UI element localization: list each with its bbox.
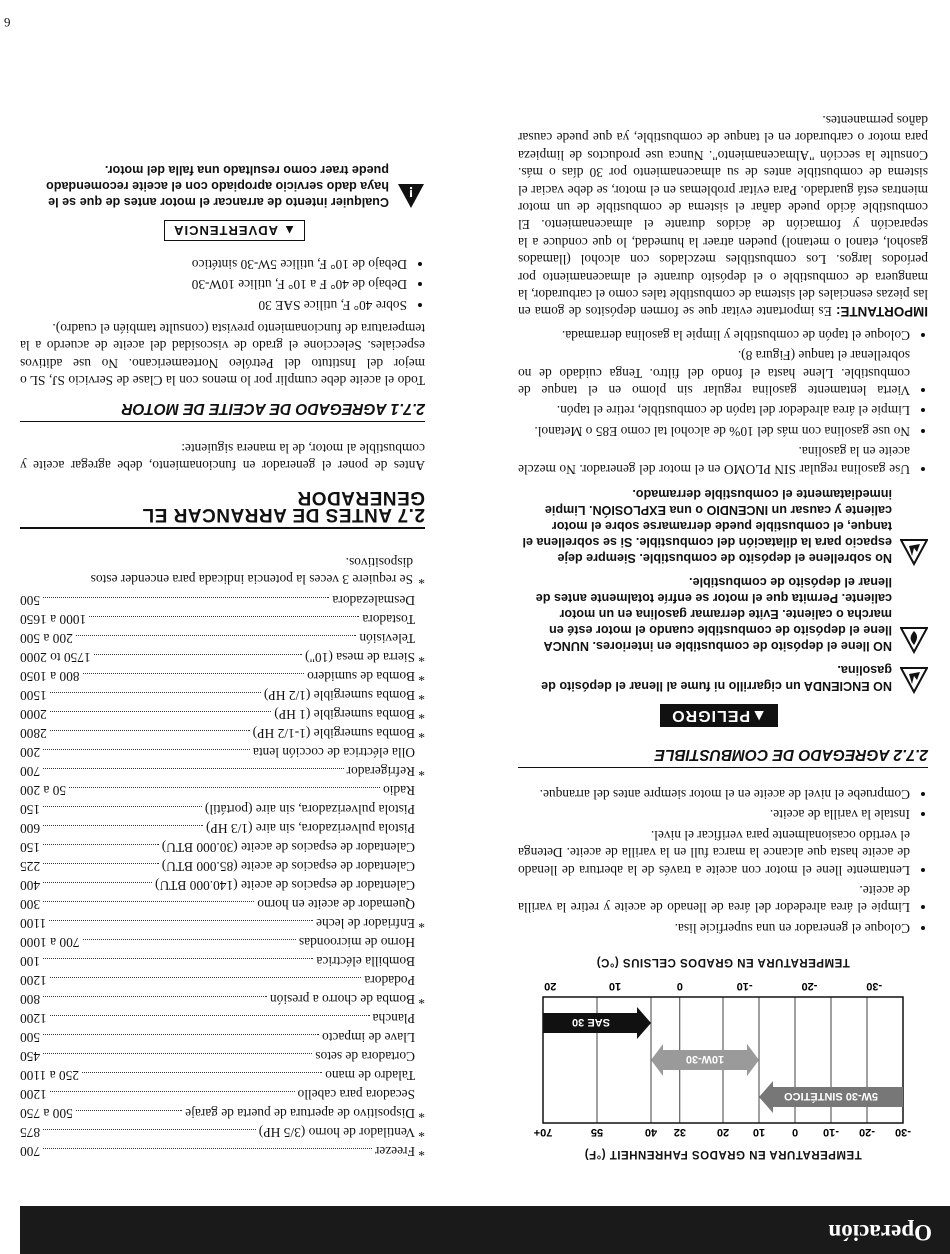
- fuel-steps-list: [518, 326, 928, 477]
- leader-dots: [43, 768, 344, 769]
- tick-label-f: 32: [673, 1125, 686, 1138]
- danger-label: ▲PELIGRO: [660, 704, 778, 727]
- leader-dots: [43, 806, 202, 807]
- leader-dots: [43, 863, 159, 864]
- table-row: [20, 839, 425, 858]
- section-title: Operación: [828, 1220, 932, 1245]
- table-row: [20, 782, 425, 801]
- table-row: [20, 1143, 425, 1162]
- heading-2-7-1: 2.7.1 AGREGADO DE ACEITE DE MOTOR: [20, 399, 425, 421]
- row-name: Calentador de espacios de aceite (140.000 BTU): [155, 878, 415, 894]
- row-name: Secadora para cabello: [297, 1087, 415, 1103]
- leader-dots: [43, 1034, 319, 1035]
- leader-dots: [50, 977, 362, 978]
- list-item: • Use gasolina regular SIN PLOMO en el motor del generador. No mezcle aceite en la gasolina.: [518, 443, 910, 478]
- danger-smoking: NO ENCIENDA un cigarrillo ni fume al llenar el depósito de gasolina.: [518, 662, 928, 694]
- row-val: 200: [20, 745, 41, 761]
- row-name: Enfriador de leche: [316, 916, 415, 932]
- tick-label-f: 40: [644, 1125, 658, 1138]
- row-star: *: [418, 650, 425, 666]
- leader-dots: [69, 787, 380, 788]
- tick-label-f: -10: [823, 1125, 839, 1138]
- table-row: [20, 801, 425, 820]
- row-name: Bomba sumergible (1 HP): [274, 707, 415, 723]
- tick-label-f: 20: [716, 1125, 730, 1138]
- row-name: Bomba sumergible (1-1/2 HP): [252, 726, 415, 742]
- table-row: [20, 858, 425, 877]
- leader-dots: [76, 635, 357, 636]
- table-row: [20, 972, 425, 991]
- row-star: *: [418, 764, 425, 780]
- leader-dots: [43, 958, 313, 959]
- row-val: 1200: [20, 1011, 47, 1027]
- leader-dots: [50, 692, 261, 693]
- leader-dots: [94, 654, 302, 655]
- row-val: 200 a 500: [20, 631, 73, 647]
- leader-dots: [43, 1148, 372, 1149]
- table-row: [20, 915, 425, 934]
- leader-dots: [43, 1053, 312, 1054]
- row-star: *: [418, 688, 425, 704]
- table-row: [20, 1010, 425, 1029]
- right-column: [20, 154, 425, 1162]
- heading-2-7-2: 2.7.2 AGREGADO DE COMBUSTIBLE: [518, 745, 928, 767]
- table-row: [20, 991, 425, 1010]
- explosion-icon: [900, 538, 928, 566]
- row-name: Dispositivo de apertura de puerta de garaje: [185, 1106, 415, 1122]
- row-val: 500: [20, 593, 41, 609]
- danger-indoors: NO llene el depósito de combustible en interiores. NUNCA llene el depósito de combustible cuando el motor esté en marcha o caliente. Evite derramar gasolina en un motor caliente. Permita que el motor se enfríe totalmente antes de llenar el depósito de combustible.: [518, 574, 928, 654]
- series-label: 10W-30: [685, 1052, 725, 1065]
- list-item: • Compruebe el nivel de aceite en el motor siempre antes del arranque.: [518, 786, 910, 803]
- table-row: [20, 820, 425, 839]
- row-name: Plancha: [372, 1011, 415, 1027]
- chart-bottom-title: TEMPERATURA EN GRADOS CELSIUS (°C): [596, 956, 850, 969]
- row-name: Tostadora: [362, 612, 415, 628]
- table-row: [20, 706, 425, 725]
- table-row: [20, 896, 425, 915]
- tick-label-c: -10: [736, 979, 753, 992]
- row-name: Calentador de espacios de aceite (30.000 BTU): [161, 840, 415, 856]
- fire-icon: [900, 626, 928, 654]
- row-val: 400: [20, 878, 41, 894]
- table-row: [20, 1048, 425, 1067]
- row-name: Refrigerador: [346, 764, 415, 780]
- row-val: 500 a 750: [20, 1106, 73, 1122]
- oil-grade-list: [20, 255, 425, 313]
- row-val: 1000 a 1650: [20, 612, 87, 628]
- list-item: • Debajo de 10° F, utilice 5W-30 sintético: [20, 255, 407, 272]
- row-val: 800 a 1050: [20, 669, 80, 685]
- row-name: Sierra de mesa (10"): [305, 650, 415, 666]
- table-row: [20, 668, 425, 687]
- tick-label-f: 0: [791, 1125, 799, 1138]
- tick-label-c: 0: [676, 979, 683, 992]
- table-row: [20, 953, 425, 972]
- explosion-icon: [900, 666, 928, 694]
- leader-dots: [43, 749, 250, 750]
- wattage-table: [20, 592, 425, 1162]
- important-paragraph: IMPORTANTE: Es importante evitar que se formen depósitos de goma en las piezas esenciales del sistema de combustible tales como el carburador, la manguera de combustible o el depósito durante el almacenamiento por períodos largos. Los combustibles mezclados con alcohol (llamados gasohol, etanol o metanol) pueden atraer la humedad, lo que conduce a la separación y formación de ácidos durante el almacenamiento. El combustible ácido puede dañar el sistema de combustible de un motor mientras está guardado. Para evitar problemas en el motor, se debe vaciar el sistema de combustible antes de su almacenamiento por 30 días o más. Consulte la sección "Almacenamiento". Nunca use productos de limpieza para motor o carburador en el tanque de combustible, ya que puede causar daños permanentes.: [518, 113, 928, 320]
- row-val: 600: [20, 821, 41, 837]
- leader-dots: [50, 1091, 295, 1092]
- row-name: Freezer: [374, 1144, 415, 1160]
- row-star: *: [418, 992, 425, 1008]
- leader-dots: [43, 597, 329, 598]
- series-label: SAE 30: [572, 1015, 610, 1028]
- tick-label-f: 55: [590, 1125, 604, 1138]
- row-name: Quemador de aceite en horno: [257, 897, 415, 913]
- list-item: • Lentamente llene el motor con aceite a través de la abertura de llenado de aceite hasta que alcance la marca full en la varilla de aceite. Detenga el vertido ocasionalmente para verificar el nivel.: [518, 826, 910, 878]
- tick-label-f: -20: [859, 1125, 875, 1138]
- row-val: 500: [20, 1030, 41, 1046]
- leader-dots: [83, 939, 296, 940]
- row-name: Televisión: [359, 631, 415, 647]
- table-row: [20, 763, 425, 782]
- row-name: Podadora: [364, 973, 415, 989]
- row-val: 1100: [20, 916, 47, 932]
- leader-dots: [49, 920, 313, 921]
- warning-label: ▲ ADVERTENCIA: [164, 220, 305, 241]
- row-star: *: [418, 1144, 425, 1160]
- warning-triangle-icon: [397, 182, 425, 210]
- tick-label-c: -30: [866, 979, 883, 992]
- page-number: 6: [4, 15, 11, 30]
- table-row: [20, 630, 425, 649]
- leader-dots: [43, 1129, 256, 1130]
- list-item: • Limpie el área alrededor del área de llenado de aceite y retire la varilla de aceite.: [518, 882, 910, 917]
- row-name: Llave de impacto: [322, 1030, 415, 1046]
- row-star: *: [418, 1125, 425, 1141]
- list-item: • Coloque el generador en una superficie lisa.: [518, 919, 910, 936]
- list-item: • Debajo de 40° F a 10° F, utilice 10W-30: [20, 276, 407, 293]
- row-val: 700: [20, 1144, 41, 1160]
- row-val: 2000: [20, 707, 47, 723]
- row-name: Bombilla eléctrica: [316, 954, 415, 970]
- row-name: Cortadora de setos: [315, 1049, 415, 1065]
- leader-dots: [43, 882, 152, 883]
- tick-label-c: 10: [608, 979, 622, 992]
- row-name: Olla eléctrica de cocción lenta: [252, 745, 415, 761]
- table-row: [20, 725, 425, 744]
- tick-label-f: 70+: [533, 1125, 553, 1138]
- leader-dots: [43, 996, 267, 997]
- row-val: 1200: [20, 1087, 47, 1103]
- row-val: 250 a 1100: [20, 1068, 80, 1084]
- leader-dots: [83, 673, 305, 674]
- table-row: [20, 1124, 425, 1143]
- row-val: 150: [20, 840, 41, 856]
- row-val: 800: [20, 992, 41, 1008]
- row-name: Radio: [383, 783, 415, 799]
- row-val: 1500: [20, 688, 47, 704]
- oil-paragraph: Todo el aceite debe cumplir por lo menos con la Clase de Servicio SJ, SL o mejor del Instituto del Petróleo Norteamericano. No use aditivos especiales. Seleccione el grado de viscosidad del aceite de acuerdo a la temperatura de funcionamiento prevista (consulte también el cuadro).: [20, 320, 425, 389]
- table-row: [20, 687, 425, 706]
- table-row: [20, 934, 425, 953]
- list-item: • Coloque el tapón de combustible y limpie la gasolina derramada.: [518, 326, 910, 343]
- row-name: Bomba de chorro a presión: [269, 992, 415, 1008]
- leader-dots: [89, 616, 359, 617]
- leader-dots: [50, 711, 272, 712]
- row-name: Bomba de sumidero: [307, 669, 415, 685]
- row-star: *: [418, 707, 425, 723]
- warning-block: ! Cualquier intento de arrancar el motor antes de que se le haya dado servicio apropiado con el aceite recomendado puede traer como resultado una falla del motor.: [20, 162, 425, 210]
- row-val: 700: [20, 764, 41, 780]
- row-name: Taladro de mano: [325, 1068, 415, 1084]
- row-val: 1200: [20, 973, 47, 989]
- row-val: 300: [20, 897, 41, 913]
- row-name: Ventilador de horno (3/5 HP): [258, 1125, 415, 1141]
- table-row: [20, 1067, 425, 1086]
- row-val: 50 a 200: [20, 783, 67, 799]
- leader-dots: [76, 1110, 182, 1111]
- row-star: *: [418, 726, 425, 742]
- table-row: [20, 649, 425, 668]
- row-val: 1750 to 2000: [20, 650, 91, 666]
- list-item: • Vierta lentamente gasolina regular sin plomo en el tanque de combustible. Llene hasta el fondo del filtro. Tenga cuidado de no sobrellenar el tanque (Figura 8).: [518, 347, 910, 399]
- row-val: 100: [20, 954, 41, 970]
- leader-dots: [82, 1072, 322, 1073]
- leader-dots: [43, 844, 159, 845]
- tick-label-f: 10: [752, 1125, 766, 1138]
- row-name: Horno de microondas: [298, 935, 415, 951]
- row-star: *: [418, 1106, 425, 1122]
- list-item: • No use gasolina con más del 10% de alcohol tal como E85 o Metanol.: [518, 423, 910, 440]
- row-name: Bomba sumergible (1/2 HP): [263, 688, 415, 704]
- row-val: 2800: [20, 726, 47, 742]
- leader-dots: [50, 1015, 370, 1016]
- row-val: 875: [20, 1125, 41, 1141]
- tick-label-c: -20: [801, 979, 818, 992]
- left-column: [518, 106, 928, 1162]
- oil-steps-list: [518, 786, 928, 937]
- leader-dots: [50, 730, 250, 731]
- table-row: [20, 877, 425, 896]
- row-name: Pistola pulverizadora, sin aire (1/3 HP): [206, 821, 415, 837]
- list-item: • Instale la varilla de aceite.: [518, 806, 910, 823]
- list-item: • Limpie el área alrededor del tapón de combustible, retire el tapón.: [518, 402, 910, 419]
- list-item: • Sobre 40° F, utilice SAE 30: [20, 296, 407, 313]
- row-name: Calentador de espacios de aceite (85.000 BTU): [161, 859, 415, 875]
- tick-label-f: -30: [895, 1125, 911, 1138]
- chart-top-title: TEMPERATURA EN GRADOS FAHRENHEIT (°F): [584, 1148, 862, 1160]
- danger-overfill: No sobrellene el depósito de combustible. Siempre deje espacio para la dilatación del combustible. Si se sobrellena el tanque, el combustible puede derramarse sobre el motor caliente y causar un INCENDIO o una EXPLOSIÓN. Limpie inmediatamente el combustible derramado.: [518, 486, 928, 566]
- table-row: [20, 1029, 425, 1048]
- row-val: 150: [20, 802, 41, 818]
- svg-text:!: !: [408, 182, 414, 200]
- row-val: 700 a 1000: [20, 935, 80, 951]
- row-star: *: [418, 669, 425, 685]
- intro-paragraph: Antes de poner el generador en funcionamiento, debe agregar aceite y combustible al motor, de la manera siguiente:: [20, 440, 425, 474]
- tick-label-c: 20: [544, 979, 557, 992]
- table-row: [20, 611, 425, 630]
- oil-temperature-chart: [518, 975, 928, 1145]
- table-row: [20, 592, 425, 611]
- row-val: 450: [20, 1049, 41, 1065]
- row-val: 225: [20, 859, 41, 875]
- row-star: *: [418, 916, 425, 932]
- row-name: Desmalezadora: [332, 593, 415, 609]
- table-row: [20, 1086, 425, 1105]
- leader-dots: [43, 901, 254, 902]
- series-label: 5W-30 SINTÉTICO: [784, 1089, 878, 1102]
- table-footnote: * Se requiere 3 veces la potencia indicada para encender estos dispositivos.: [90, 554, 425, 587]
- leader-dots: [43, 825, 203, 826]
- header-bar: [20, 1206, 950, 1254]
- table-row: [20, 744, 425, 763]
- row-name: Pistola pulverizadora, sin aire (portátil): [204, 802, 415, 818]
- heading-2-7: 2.7 ANTES DE ARRANCAR EL GENERADOR: [20, 488, 425, 529]
- table-row: [20, 1105, 425, 1124]
